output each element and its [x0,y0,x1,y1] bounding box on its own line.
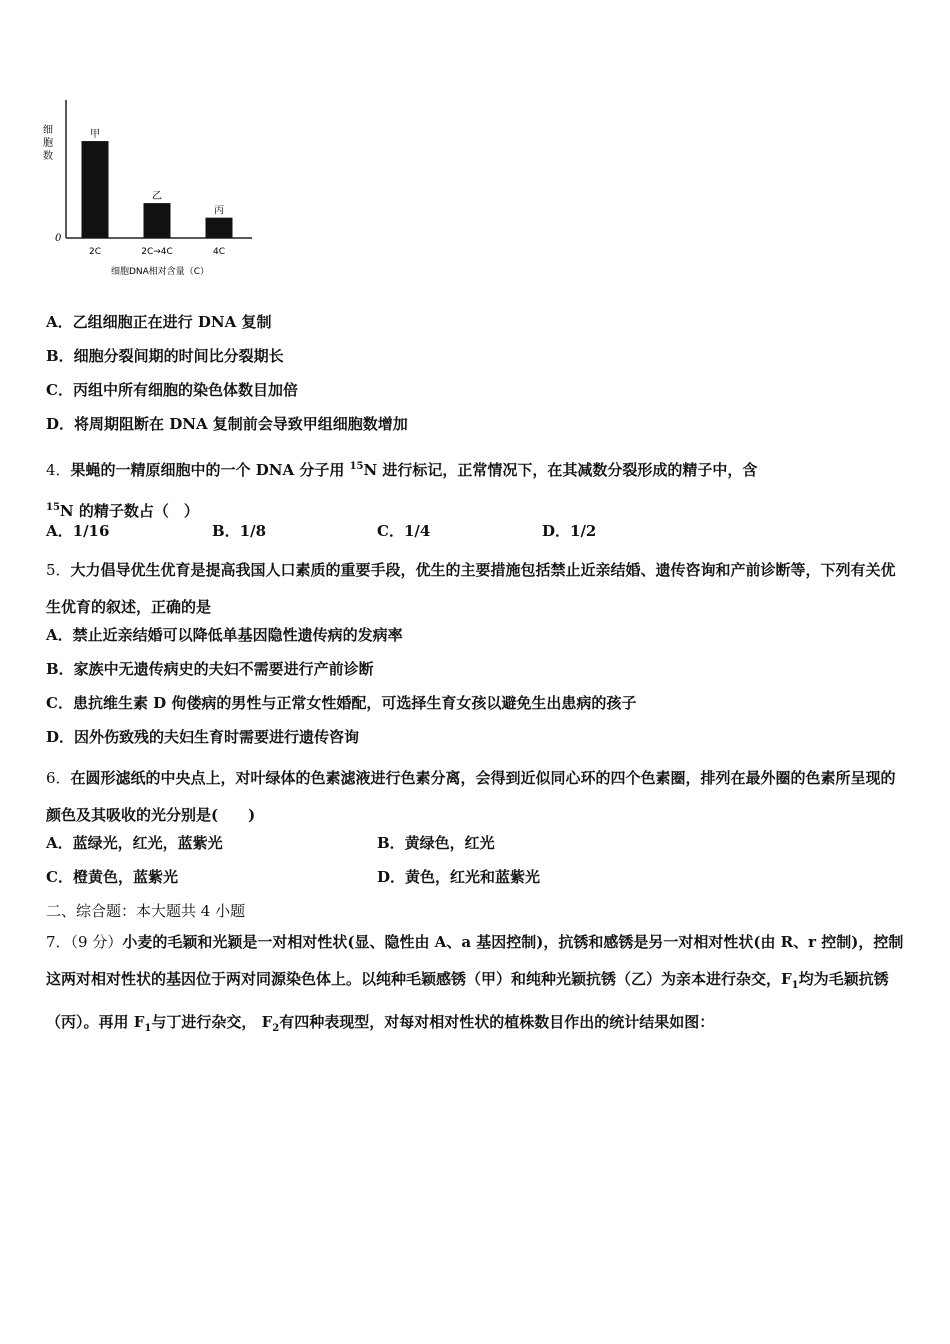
bar-label-1: 甲 [90,129,100,141]
question-5: 5．大力倡导优生优育是提高我国人口素质的重要手段，优生的主要措施包括禁止近亲结婚、遗传咨询和产前诊断等，下列有关优生优育的叙述，正确的是 [46,561,896,616]
bar-2 [144,203,171,238]
q4-option-b: B．1/8 [212,522,267,540]
q3-option-c: C．丙组中所有细胞的染色体数目加倍 [46,381,298,399]
bar-3 [206,218,233,238]
q4-option-c: C．1/4 [377,522,431,540]
q5-option-d: D．因外伤致残的夫妇生育时需要进行遗传咨询 [46,728,360,746]
q3-option-d: D．将周期阻断在 DNA 复制前会导致甲组细胞数增加 [46,415,408,433]
question-number: 5． [46,561,71,579]
y-axis-label: 细 [43,125,53,136]
y-axis-label: 胞 [43,138,53,149]
question-number: 4． [46,461,71,479]
q3-option-b: B．细胞分裂间期的时间比分裂期长 [46,347,284,365]
question-6: 6．在圆形滤纸的中央点上，对叶绿体的色素滤液进行色素分离，会得到近似同心环的四个色素圈，排列在最外圈的色素所呈现的颜色及其吸收的光分别是( ) [46,769,896,824]
bar-1 [82,141,109,238]
q5-option-a: A．禁止近亲结婚可以降低单基因隐性遗传病的发病率 [46,626,403,644]
x-axis-label: 细胞DNA相对含量（C） [110,267,210,277]
q4-option-a: A．1/16 [46,522,110,540]
question-number: 7． [46,933,71,951]
q5-option-c: C．患抗维生素 D 佝偻病的男性与正常女性婚配，可选择生育女孩以避免生出患病的孩子 [46,694,637,712]
section-heading: 二、综合题：本大题共 4 小题 [46,902,246,920]
q6-option-c: C．橙黄色，蓝紫光 [46,868,178,886]
q6-option-b: B．黄绿色，红光 [377,834,495,852]
y-axis-label: 数 [43,151,53,162]
question-4: 4．果蝇的一精原细胞中的一个 DNA 分子用 $^{15}$N 进行标记，正常情况下，在其减数分裂形成的精子中，含 $^{15}$N 的精子数占（ ） [46,461,758,520]
x-tick-label-3: 4C [212,247,226,257]
x-tick-label-2: 2C→4C [141,247,173,257]
q4-option-d: D．1/2 [542,522,597,540]
x-tick-label-1: 2C [88,247,102,257]
question-score: （9 分） [70,933,123,951]
dna-content-bar-chart [40,95,270,285]
origin-label: 0 [55,233,62,244]
bar-label-3: 丙 [214,205,224,217]
q3-option-a: A．乙组细胞正在进行 DNA 复制 [46,313,272,331]
bar-label-2: 乙 [152,191,162,203]
q6-option-d: D．黄色，红光和蓝紫光 [377,868,541,886]
q6-option-a: A．蓝绿光，红光，蓝紫光 [46,834,223,852]
question-number: 6． [46,769,71,787]
q5-option-b: B．家族中无遗传病史的夫妇不需要进行产前诊断 [46,660,374,678]
question-7: 7．（9 分）小麦的毛颖和光颖是一对相对性状(显、隐性由 A、a 基因控制)，抗锈和感锈是另一对相对性状(由 R、r 控制)，控制这两对相对性状的基因位于两对同源染色体上。以纯种毛颖感锈（甲）和纯种光颖抗锈（乙）为亲本进行杂交，$F_1$均为毛颖抗锈（丙）。再用 $F_1$与丁进行杂交， $F_2$有四种表现型，对每对相对性状的植株数目作出的统计结果如图： [46,933,904,1034]
